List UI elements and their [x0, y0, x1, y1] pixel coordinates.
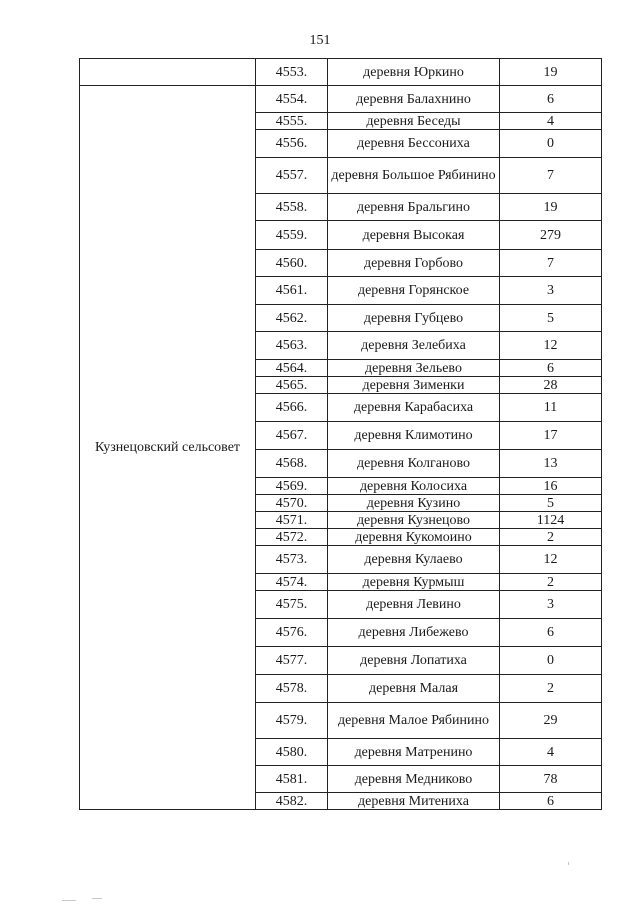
row-number: 4553. [256, 59, 328, 86]
settlement-name: деревня Кукомоино [328, 529, 500, 546]
settlement-name: деревня Климотино [328, 422, 500, 450]
population-value: 6 [500, 86, 602, 113]
region-cell-empty [80, 59, 256, 86]
population-value: 17 [500, 422, 602, 450]
settlement-name: деревня Карабасиха [328, 394, 500, 422]
population-value: 7 [500, 250, 602, 277]
population-value: 2 [500, 675, 602, 703]
settlement-name: деревня Левино [328, 591, 500, 619]
population-value: 19 [500, 194, 602, 221]
population-value: 3 [500, 277, 602, 305]
row-number: 4580. [256, 739, 328, 766]
row-number: 4562. [256, 305, 328, 332]
row-number: 4561. [256, 277, 328, 305]
population-value: 78 [500, 766, 602, 793]
row-number: 4573. [256, 546, 328, 574]
table-body [80, 59, 602, 810]
table-row [80, 86, 602, 113]
settlement-name: деревня Лопатиха [328, 647, 500, 675]
settlement-name: деревня Зельево [328, 360, 500, 377]
population-value: 5 [500, 305, 602, 332]
row-number: 4559. [256, 221, 328, 250]
row-number: 4566. [256, 394, 328, 422]
settlement-name: деревня Колганово [328, 450, 500, 478]
settlement-name: деревня Зелебиха [328, 332, 500, 360]
settlement-name: деревня Большое Рябинино [328, 158, 500, 194]
population-value: 279 [500, 221, 602, 250]
page-number: 151 [309, 33, 331, 48]
table-row [80, 59, 602, 86]
settlement-name: деревня Курмыш [328, 574, 500, 591]
row-number: 4582. [256, 793, 328, 810]
settlement-name: деревня Бессониха [328, 130, 500, 158]
row-number: 4579. [256, 703, 328, 739]
population-value: 0 [500, 130, 602, 158]
row-number: 4568. [256, 450, 328, 478]
settlement-name: деревня Медниково [328, 766, 500, 793]
row-number: 4563. [256, 332, 328, 360]
population-value: 0 [500, 647, 602, 675]
row-number: 4569. [256, 478, 328, 495]
row-number: 4577. [256, 647, 328, 675]
population-value: 5 [500, 495, 602, 512]
region-name: Кузнецовский сельсовет [94, 440, 241, 455]
settlement-name: деревня Балахнино [328, 86, 500, 113]
population-value: 6 [500, 619, 602, 647]
settlement-name: деревня Высокая [328, 221, 500, 250]
row-number: 4554. [256, 86, 328, 113]
row-number: 4572. [256, 529, 328, 546]
population-value: 7 [500, 158, 602, 194]
settlement-name: деревня Малая [328, 675, 500, 703]
population-value: 2 [500, 529, 602, 546]
row-number: 4574. [256, 574, 328, 591]
settlement-name: деревня Беседы [328, 113, 500, 130]
population-value: 4 [500, 739, 602, 766]
population-value: 29 [500, 703, 602, 739]
row-number: 4575. [256, 591, 328, 619]
population-value: 4 [500, 113, 602, 130]
row-number: 4570. [256, 495, 328, 512]
settlement-name: деревня Колосиха [328, 478, 500, 495]
row-number: 4555. [256, 113, 328, 130]
population-value: 11 [500, 394, 602, 422]
row-number: 4571. [256, 512, 328, 529]
row-number: 4564. [256, 360, 328, 377]
population-value: 6 [500, 793, 602, 810]
population-value: 2 [500, 574, 602, 591]
settlement-name: деревня Юркино [328, 59, 500, 86]
population-value: 1124 [500, 512, 602, 529]
settlement-name: деревня Матренино [328, 739, 500, 766]
scan-artifact [92, 898, 102, 899]
settlement-name: деревня Митениха [328, 793, 500, 810]
population-value: 28 [500, 377, 602, 394]
population-value: 12 [500, 546, 602, 574]
scan-artifact [568, 862, 569, 865]
settlement-name: деревня Бральгино [328, 194, 500, 221]
settlement-name: деревня Горбово [328, 250, 500, 277]
population-value: 6 [500, 360, 602, 377]
settlements-table [79, 58, 602, 810]
row-number: 4560. [256, 250, 328, 277]
row-number: 4556. [256, 130, 328, 158]
row-number: 4567. [256, 422, 328, 450]
settlement-name: деревня Зименки [328, 377, 500, 394]
settlement-name: деревня Малое Рябинино [328, 703, 500, 739]
row-number: 4565. [256, 377, 328, 394]
population-value: 12 [500, 332, 602, 360]
row-number: 4558. [256, 194, 328, 221]
population-value: 13 [500, 450, 602, 478]
population-value: 19 [500, 59, 602, 86]
settlement-name: деревня Кузино [328, 495, 500, 512]
settlement-name: деревня Кулаево [328, 546, 500, 574]
row-number: 4578. [256, 675, 328, 703]
population-value: 3 [500, 591, 602, 619]
settlement-name: деревня Горянское [328, 277, 500, 305]
population-value: 16 [500, 478, 602, 495]
settlement-name: деревня Губцево [328, 305, 500, 332]
row-number: 4557. [256, 158, 328, 194]
settlement-name: деревня Либежево [328, 619, 500, 647]
row-number: 4576. [256, 619, 328, 647]
settlement-name: деревня Кузнецово [328, 512, 500, 529]
region-name-cell [80, 86, 256, 810]
row-number: 4581. [256, 766, 328, 793]
scan-artifact [62, 900, 76, 901]
